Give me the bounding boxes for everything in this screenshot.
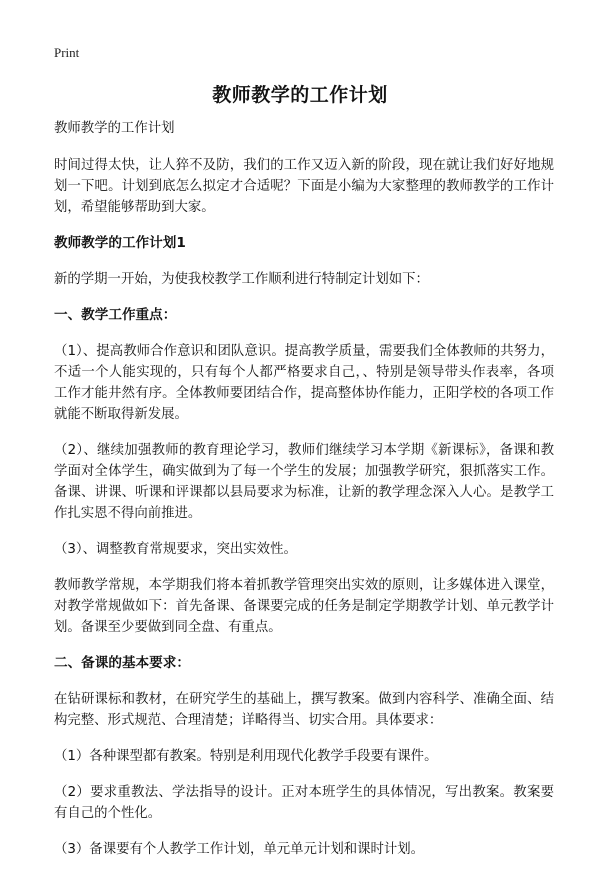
paragraph-prep-2: （2）要求重教法、学法指导的设计。正对本班学生的具体情况，写出教案。教案要有自己的个性化。 [54,785,554,821]
section-intro-paragraph: 新的学期一开始，为使我校教学工作顺利进行特制定计划如下： [54,272,429,287]
heading-lesson-prep: 二、备课的基本要求： [54,655,190,671]
paragraph-item-3: （3）、调整教育常规要求，突出实效性。 [54,542,297,557]
document-body [54,118,554,875]
paragraph-prep-1: （1）各种课型都有教案。特别是利用现代化教学手段要有课件。 [54,749,438,764]
paragraph-prep-intro: 在钻研课标和教材，在研究学生的基础上，撰写教案。做到内容科学、准确全面、结构完整、形式规范、合理清楚；详略得当、切实合用。具体要求： [54,692,554,728]
print-link[interactable]: Print [54,45,80,60]
paragraph-item-2: （2）、继续加强教师的教育理论学习，教师们继续学习本学期《新课标》，备课和教学面对全体学生，确实做到为了每一个学生的发展；加强教学研究，狠抓落实工作。备课、讲课、听课和评课都以县局要求为标准，让新的教学理念深入人心。是教学工作扎实恩不得向前推进。 [54,443,554,521]
heading-teaching-focus: 一、教学工作重点： [54,307,177,323]
intro-paragraph: 时间过得太快，让人猝不及防，我们的工作又迈入新的阶段，现在就让我们好好地规划一下吧。计划到底怎么拟定才合适呢？下面是小编为大家整理的教师教学的工作计划，希望能够帮助到大家。 [54,158,554,215]
document-subtitle: 教师教学的工作计划 [54,121,175,136]
paragraph-prep-3: （3）备课要有个人教学工作计划，单元单元计划和课时计划。 [54,842,425,857]
page-title: 教师教学的工作计划 [212,84,388,106]
section-title: 教师教学的工作计划1 [54,235,186,251]
paragraph-item-1: （1）、提高教师合作意识和团队意识。提高教学质量，需要我们全体教师的共努力，不适一个人能实现的，只有每个人都严格要求自己，、特别是领导带头作表率，各项工作才能井然有序。全体教师要团结合作，提高整体协作能力，正阳学校的各项工作就能不断取得新发展。 [54,344,554,422]
paragraph-routine: 教师教学常规，本学期我们将本着抓教学管理突出实效的原则，让多媒体进入课堂，对教学常规做如下：首先备课、备课要完成的任务是制定学期教学计划、单元教学计划。备课至少要做到同全盘、有重点。 [54,578,554,635]
